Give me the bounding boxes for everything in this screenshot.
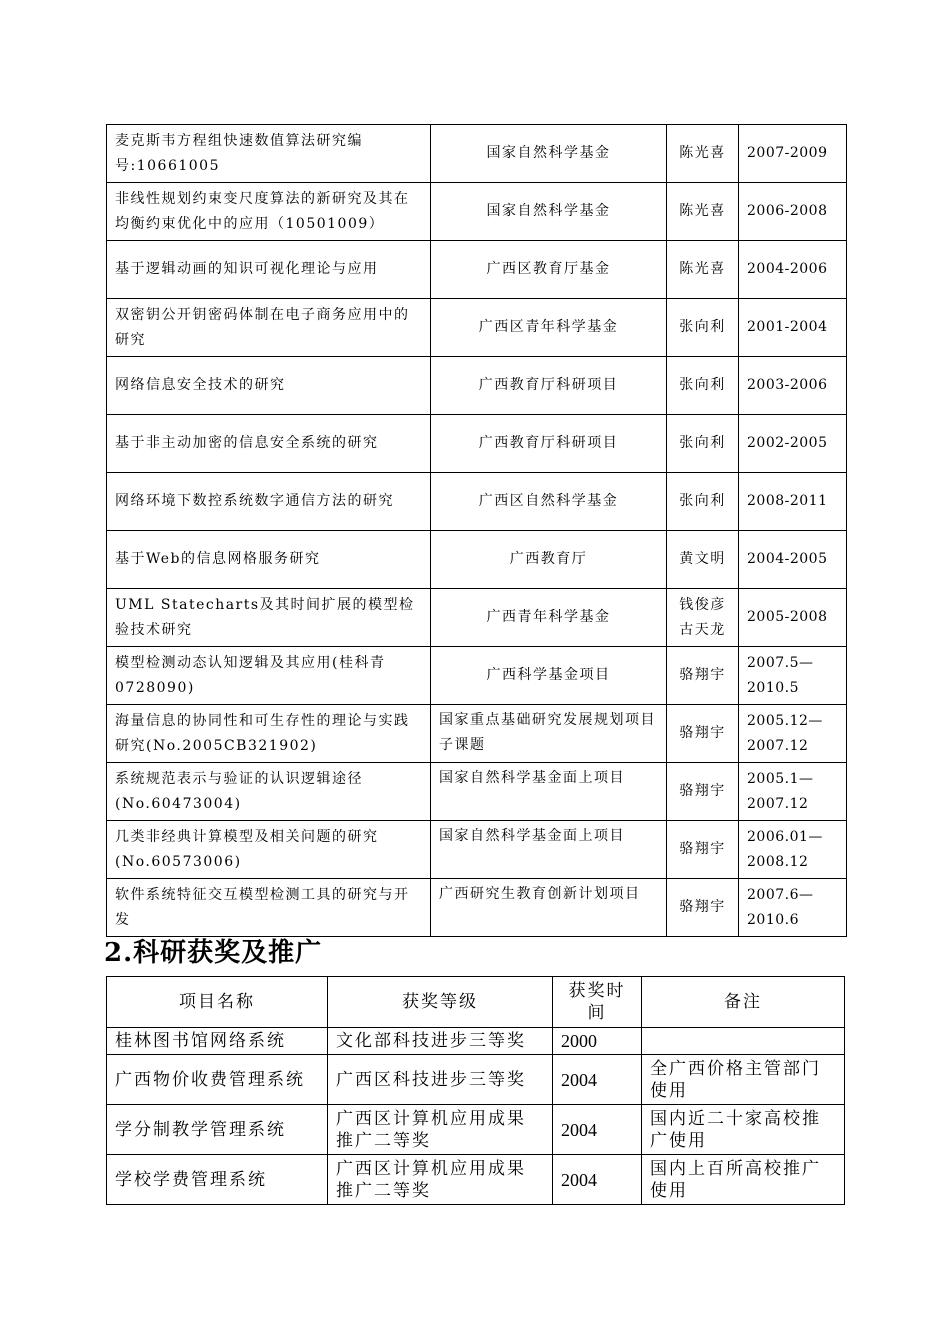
project-person bbox=[667, 647, 739, 705]
project-period: 2005-2008 bbox=[739, 589, 847, 647]
person-name: 张向利 bbox=[679, 493, 726, 509]
project-source: 国家自然科学基金面上项目 bbox=[431, 763, 667, 821]
award-name: 桂林图书馆网络系统 bbox=[107, 1028, 328, 1055]
project-name: 网络环境下数控系统数字通信方法的研究 bbox=[107, 473, 431, 531]
table-row bbox=[107, 531, 847, 589]
table-row bbox=[107, 647, 847, 705]
project-source: 国家自然科学基金面上项目 bbox=[431, 821, 667, 879]
table-row bbox=[107, 1105, 845, 1155]
person-name: 陈光喜 bbox=[679, 261, 726, 277]
award-name: 广西物价收费管理系统 bbox=[107, 1055, 328, 1105]
project-period: 2007-2009 bbox=[739, 125, 847, 183]
project-person bbox=[667, 531, 739, 589]
projects-table bbox=[106, 124, 847, 937]
project-period: 2006.01—2008.12 bbox=[739, 821, 847, 879]
project-source: 广西研究生教育创新计划项目 bbox=[431, 879, 667, 937]
award-note: 全广西价格主管部门使用 bbox=[642, 1055, 845, 1105]
award-name: 学分制教学管理系统 bbox=[107, 1105, 328, 1155]
project-name: 软件系统特征交互模型检测工具的研究与开发 bbox=[107, 879, 431, 937]
project-person bbox=[667, 589, 739, 647]
award-name: 学校学费管理系统 bbox=[107, 1155, 328, 1205]
awards-header-name: 项目名称 bbox=[107, 977, 328, 1028]
project-source: 广西科学基金项目 bbox=[431, 647, 667, 705]
project-period: 2007.5—2010.5 bbox=[739, 647, 847, 705]
project-person bbox=[667, 705, 739, 763]
project-name: 模型检测动态认知逻辑及其应用(桂科青0728090) bbox=[107, 647, 431, 705]
awards-header-time: 获奖时间 bbox=[553, 977, 642, 1028]
project-person bbox=[667, 821, 739, 879]
table-row bbox=[107, 1055, 845, 1105]
project-source: 广西青年科学基金 bbox=[431, 589, 667, 647]
table-row bbox=[107, 705, 847, 763]
project-period: 2002-2005 bbox=[739, 415, 847, 473]
table-row bbox=[107, 299, 847, 357]
award-level: 广西区科技进步三等奖 bbox=[328, 1055, 553, 1105]
project-period: 2003-2006 bbox=[739, 357, 847, 415]
project-name: 系统规范表示与验证的认识逻辑途径(No.60473004) bbox=[107, 763, 431, 821]
table-row bbox=[107, 241, 847, 299]
table-row bbox=[107, 415, 847, 473]
person-name: 张向利 bbox=[679, 435, 726, 451]
award-level: 广西区计算机应用成果推广二等奖 bbox=[328, 1105, 553, 1155]
project-person bbox=[667, 241, 739, 299]
table-row bbox=[107, 183, 847, 241]
project-person bbox=[667, 299, 739, 357]
project-source: 广西教育厅 bbox=[431, 531, 667, 589]
project-name: 网络信息安全技术的研究 bbox=[107, 357, 431, 415]
table-row bbox=[107, 589, 847, 647]
project-name: 基于非主动加密的信息安全系统的研究 bbox=[107, 415, 431, 473]
award-note: 国内上百所高校推广使用 bbox=[642, 1155, 845, 1205]
awards-table bbox=[106, 976, 845, 1205]
project-period: 2004-2005 bbox=[739, 531, 847, 589]
project-period: 2005.12—2007.12 bbox=[739, 705, 847, 763]
project-name: 基于逻辑动画的知识可视化理论与应用 bbox=[107, 241, 431, 299]
person-name: 骆翔宇 bbox=[679, 841, 726, 857]
person-name: 陈光喜 bbox=[679, 203, 726, 219]
project-period: 2008-2011 bbox=[739, 473, 847, 531]
award-note: 国内近二十家高校推广使用 bbox=[642, 1105, 845, 1155]
project-person bbox=[667, 879, 739, 937]
project-name: 非线性规划约束变尺度算法的新研究及其在均衡约束优化中的应用（10501009） bbox=[107, 183, 431, 241]
table-row bbox=[107, 357, 847, 415]
table-row bbox=[107, 821, 847, 879]
person-name: 骆翔宇 bbox=[679, 783, 726, 799]
project-period: 2005.1—2007.12 bbox=[739, 763, 847, 821]
project-name: 双密钥公开钥密码体制在电子商务应用中的研究 bbox=[107, 299, 431, 357]
table-row bbox=[107, 763, 847, 821]
project-period: 2001-2004 bbox=[739, 299, 847, 357]
project-name: 基于Web的信息网格服务研究 bbox=[107, 531, 431, 589]
person-name: 古天龙 bbox=[679, 621, 726, 638]
project-name: 麦克斯韦方程组快速数值算法研究编号:10661005 bbox=[107, 125, 431, 183]
person-name: 黄文明 bbox=[679, 551, 726, 567]
project-name: 海量信息的协同性和可生存性的理论与实践研究(No.2005CB321902) bbox=[107, 705, 431, 763]
awards-header-row bbox=[107, 977, 845, 1028]
award-year: 2004 bbox=[553, 1105, 642, 1155]
project-source: 广西区教育厅基金 bbox=[431, 241, 667, 299]
project-source: 国家重点基础研究发展规划项目子课题 bbox=[431, 705, 667, 763]
table-row bbox=[107, 1155, 845, 1205]
project-source: 广西教育厅科研项目 bbox=[431, 357, 667, 415]
project-name: 几类非经典计算模型及相关问题的研究(No.60573006) bbox=[107, 821, 431, 879]
award-level: 广西区计算机应用成果推广二等奖 bbox=[328, 1155, 553, 1205]
project-source: 国家自然科学基金 bbox=[431, 125, 667, 183]
projects-table-body bbox=[107, 125, 847, 937]
project-source: 广西教育厅科研项目 bbox=[431, 415, 667, 473]
award-year: 2000 bbox=[553, 1028, 642, 1055]
award-year: 2004 bbox=[553, 1055, 642, 1105]
award-level: 文化部科技进步三等奖 bbox=[328, 1028, 553, 1055]
project-person bbox=[667, 415, 739, 473]
person-name: 骆翔宇 bbox=[679, 667, 726, 683]
project-period: 2004-2006 bbox=[739, 241, 847, 299]
person-name: 骆翔宇 bbox=[679, 899, 726, 915]
table-row bbox=[107, 125, 847, 183]
project-person bbox=[667, 125, 739, 183]
person-name: 张向利 bbox=[679, 319, 726, 335]
project-person bbox=[667, 183, 739, 241]
project-person bbox=[667, 473, 739, 531]
project-source: 广西区青年科学基金 bbox=[431, 299, 667, 357]
table-row bbox=[107, 879, 847, 937]
section-title: 2.科研获奖及推广 bbox=[104, 938, 323, 968]
project-person bbox=[667, 357, 739, 415]
project-person bbox=[667, 763, 739, 821]
awards-header-level: 获奖等级 bbox=[328, 977, 553, 1028]
person-name: 陈光喜 bbox=[679, 145, 726, 161]
table-row bbox=[107, 1028, 845, 1055]
person-name: 钱俊彦 bbox=[679, 596, 726, 613]
person-name: 张向利 bbox=[679, 377, 726, 393]
project-period: 2007.6—2010.6 bbox=[739, 879, 847, 937]
awards-header-note: 备注 bbox=[642, 977, 845, 1028]
project-source: 国家自然科学基金 bbox=[431, 183, 667, 241]
award-note bbox=[642, 1028, 845, 1055]
award-year: 2004 bbox=[553, 1155, 642, 1205]
table-row bbox=[107, 473, 847, 531]
project-name: UML Statecharts及其时间扩展的模型检验技术研究 bbox=[107, 589, 431, 647]
project-period: 2006-2008 bbox=[739, 183, 847, 241]
person-name: 骆翔宇 bbox=[679, 725, 726, 741]
project-source: 广西区自然科学基金 bbox=[431, 473, 667, 531]
